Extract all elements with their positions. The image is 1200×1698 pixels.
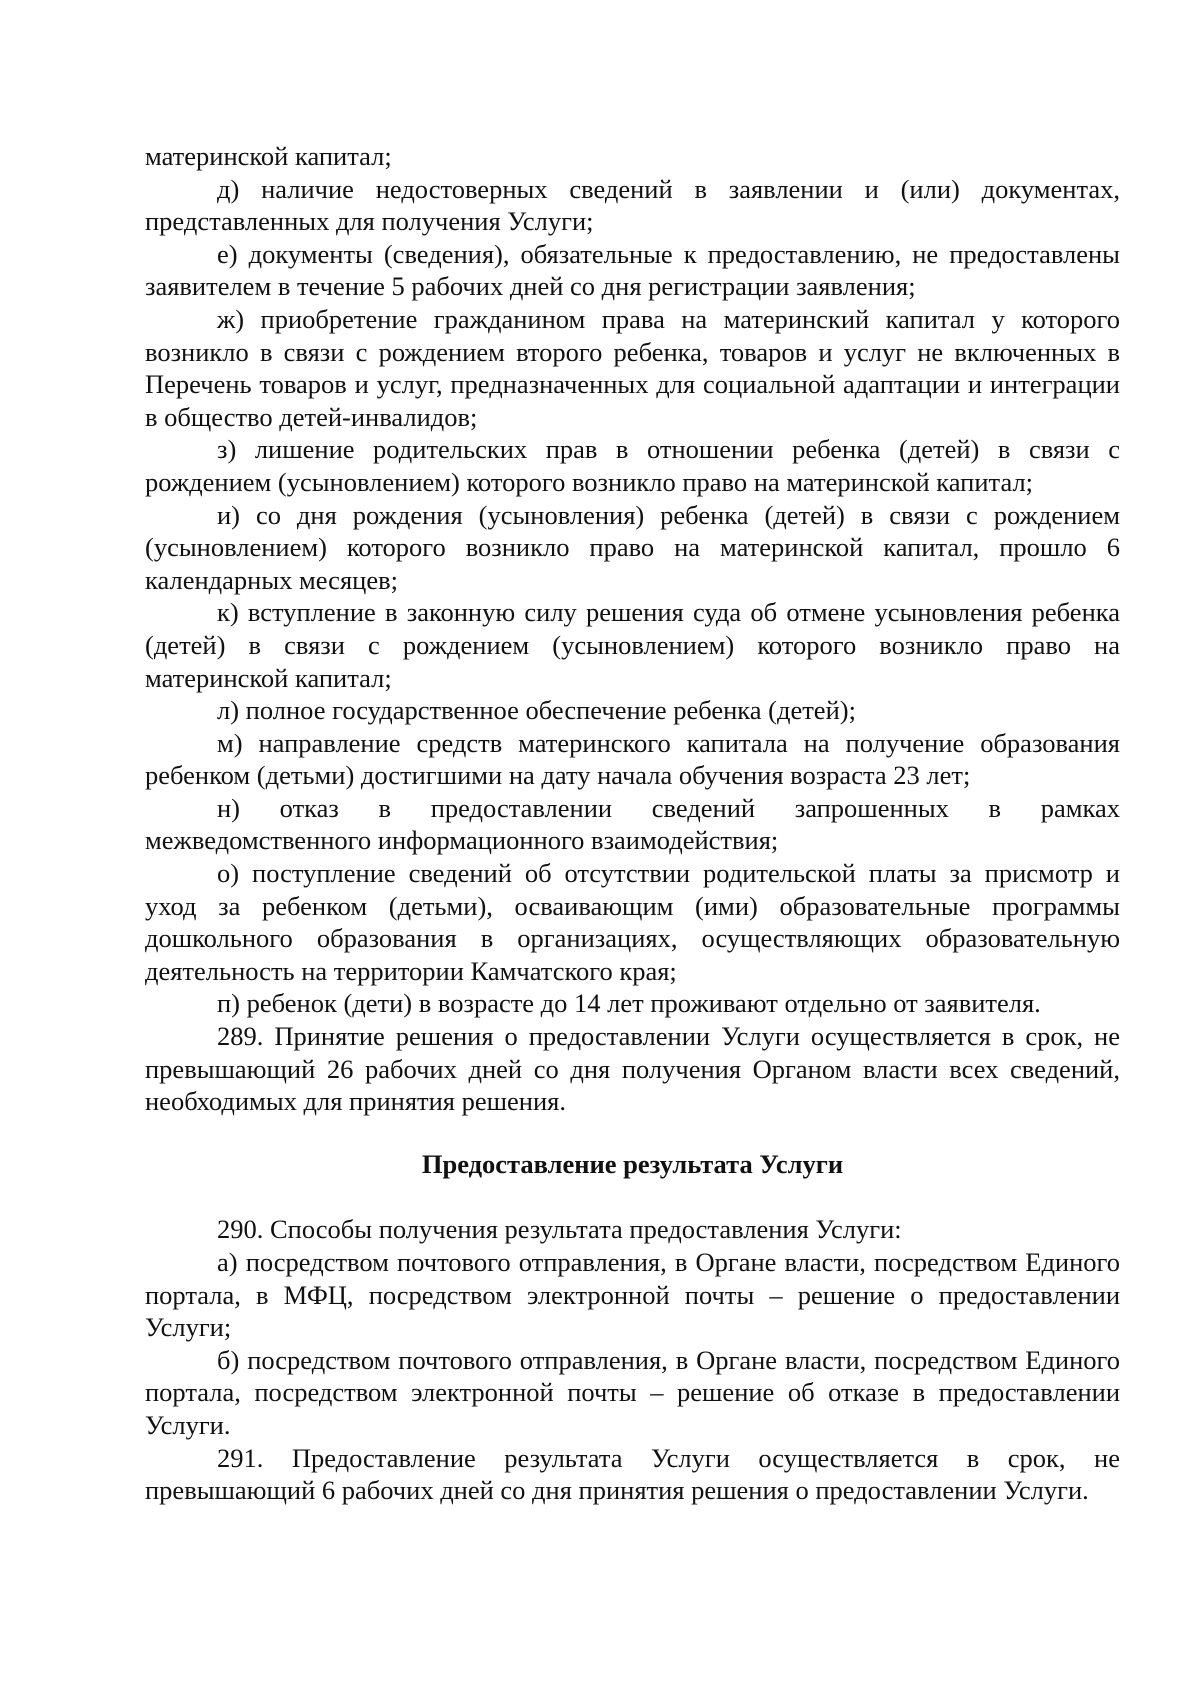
- paragraph-continuation: материнской капитал;: [145, 141, 392, 171]
- paragraph-item-i: и) со дня рождения (усыновления) ребенка (детей) в связи с рождением (усыновлением) которого возникло право на материнской капитал, прошло 6 календарных месяцев;: [145, 499, 1120, 595]
- paragraph-item-k: к) вступление в законную силу решения суда об отмене усыновления ребенка (детей) в связи с рождением (усыновлением) которого возникло право на материнской капитал;: [145, 597, 1120, 693]
- paragraph-289: 289. Принятие решения о предоставлении Услуги осуществляется в срок, не превышающий 26 рабочих дней со дня получения Органом власти всех сведений, необходимых для принятия решения.: [145, 1021, 1120, 1117]
- paragraph-item-b: б) посредством почтового отправления, в Органе власти, посредством Единого портала, посредством электронной почты – решение об отказе в предоставлении Услуги.: [145, 1344, 1120, 1440]
- document-body: [145, 140, 1120, 1507]
- paragraph-item-m: м) направление средств материнского капитала на получение образования ребенком (детьми) достигшими на дату начала обучения возраста 23 лет;: [145, 727, 1120, 791]
- paragraph-290: 290. Способы получения результата предоставления Услуги:: [217, 1214, 902, 1245]
- paragraph-item-d: д) наличие недостоверных сведений в заявлении и (или) документах, представленных для получения Услуги;: [145, 173, 1120, 237]
- paragraph-item-n: н) отказ в предоставлении сведений запрошенных в рамках межведомственного информационного взаимодействия;: [145, 792, 1120, 856]
- paragraph-291: 291. Предоставление результата Услуги осуществляется в срок, не превышающий 6 рабочих дней со дня принятия решения о предоставлении Услуги.: [145, 1442, 1120, 1506]
- paragraph-item-l: л) полное государственное обеспечение ребенка (детей);: [217, 695, 856, 726]
- section-heading: Предоставление результата Услуги: [421, 1148, 844, 1179]
- paragraph-item-z: з) лишение родительских прав в отношении ребенка (детей) в связи с рождением (усыновлением) которого возникло право на материнской капитал;: [145, 434, 1120, 497]
- paragraph-item-zh: ж) приобретение гражданином права на материнский капитал у которого возникло в связи с рождением второго ребенка, товаров и услуг не включенных в Перечень товаров и услуг, предназначенных для социальной адаптации и интеграции в общество детей-инвалидов;: [145, 303, 1120, 432]
- paragraph-item-o: о) поступление сведений об отсутствии родительской платы за присмотр и уход за ребенком (детьми), осваивающим (ими) образовательные программы дошкольного образования в организациях, осуществляющих образовательную деятельность на территории Камчатского края;: [145, 858, 1120, 986]
- paragraph-item-e: е) документы (сведения), обязательные к предоставлению, не предоставлены заявителем в течение 5 рабочих дней со дня регистрации заявления;: [145, 238, 1120, 302]
- paragraph-item-p: п) ребенок (дети) в возрасте до 14 лет проживают отдельно от заявителя.: [217, 988, 1041, 1019]
- paragraph-item-a: а) посредством почтового отправления, в Органе власти, посредством Единого портала, в МФЦ, посредством электронной почты – решение о предоставлении Услуги;: [145, 1247, 1120, 1343]
